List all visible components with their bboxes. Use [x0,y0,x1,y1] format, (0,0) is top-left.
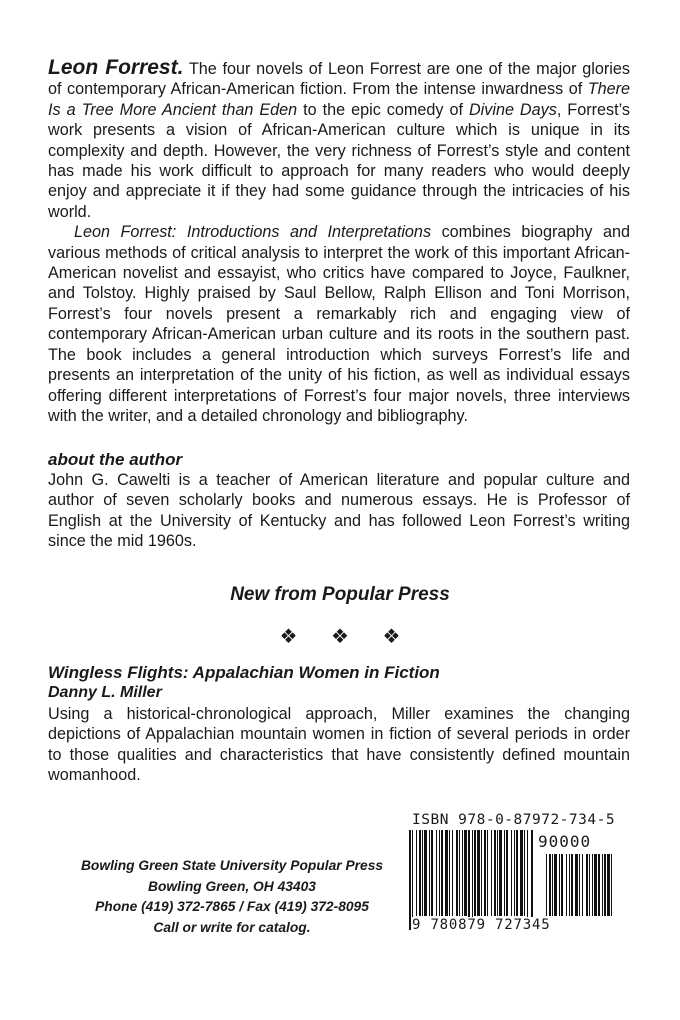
barcode-bar [436,830,437,916]
ornament-icon: ❖ [331,626,349,648]
lead-author-name: Leon Forrest. [48,56,184,79]
barcode-bar [472,830,473,930]
barcode-bar [549,854,551,916]
barcode-bar [579,854,580,916]
barcode-bar [484,830,486,916]
barcode-bar [412,830,413,930]
about-author-text: John G. Cawelti is a teacher of American literature and popular culture and author of seven scholarly books and numerous essays. He is Professor of English at the University of Kentucky and has followed Leon Forrest’s writing since the mid 1960s. [48,471,630,551]
barcode-bar [499,830,502,916]
barcode-bar [474,830,476,916]
about-author-heading: about the author [48,450,183,469]
barcode-bar [422,830,423,916]
ornament-icon: ❖ [279,626,298,648]
isbn-label: ISBN 978-0-87972-734-5 [412,812,616,828]
description-paragraph-2: Leon Forrest: Introductions and Interpretations combines biography and various methods of critical analysis to interpret the work of this important African-American novelist and essayist, who critics have compared to Joyce, Faulkner, and Tolstoy. Highly praised by Saul Bellow, Ralph Ellison and Toni Morrison, Forrest’s four novels present a remarkably rich and engaging view of contemporary African-American urban culture and its roots in the southern past. The book includes a general introduction which surveys Forrest’s life and presents an interpretation of the unity of his fiction, as well as individual essays offering different interpretations of Forrest’s four major novels, three interviews with the writer, and a detailed chronology and bibliography. [48,223,630,425]
new-from-heading: New from Popular Press [230,584,450,605]
barcode-bar [419,830,421,916]
barcode-bar [456,830,458,916]
barcode-bar [575,854,578,916]
barcode-bar [514,830,515,916]
barcode-bar [416,830,417,916]
barcode-bar [552,854,553,916]
barcode-bar [409,830,411,930]
barcode-bar [602,854,603,916]
barcode-bar [554,854,557,916]
barcode-bar [604,854,606,916]
featured-book-description: Using a historical-chronological approach, Miller examines the changing depictions of Appalachian mountain women in fiction of several periods in order to those qualities and characteristics that have consistently defined mountain womanhood. [48,705,630,785]
barcode-bar [520,830,523,916]
featured-book-section [48,662,630,786]
barcode-bar [477,830,480,916]
barcode-bar [516,830,518,916]
barcode-bar [452,830,453,916]
barcode-bar [468,830,470,930]
barcode-bar [527,830,528,930]
barcode-bar [445,830,448,916]
price-code: 90000 [538,832,592,851]
barcode-bar [462,830,463,916]
barcode-bar [561,854,563,916]
barcode-bar [569,854,570,916]
barcode-bar [491,830,492,916]
description-section [48,58,630,426]
barcode-digits: 9 780879 727345 [412,917,551,933]
ornament-divider [0,624,680,649]
barcode-bar [571,854,573,916]
barcode-bar [592,854,593,916]
barcode-bar [497,830,498,916]
barcode-bar [598,854,600,916]
barcode-bar [511,830,512,916]
featured-book-author: Danny L. Miller [48,684,162,701]
publisher-name: Bowling Green State University Popular Press [80,858,384,873]
barcode-bar [481,830,482,916]
publisher-phone: Phone (419) 372-7865 / Fax (419) 372-8095 [95,899,369,914]
barcode-bar [494,830,496,916]
barcode-bar [439,830,440,916]
barcode-bar [524,830,525,916]
publisher-info [62,856,402,938]
barcode-bar [449,830,450,916]
barcode-bar [611,854,612,916]
barcode-bar [607,854,610,916]
barcode-bar [441,830,443,916]
barcode-bar [594,854,597,916]
barcode-bar [424,830,427,916]
barcode-bar [546,854,547,916]
barcode-bar [589,854,590,916]
barcode-bar [429,830,430,916]
description-paragraph-1: Leon Forrest. The four novels of Leon Forrest are one of the major glories of contemporary African-American fiction. From the intense inwardness of There Is a Tree More Ancient than Eden to the epic comedy of Divine Days, Forrest’s work presents a vision of African-American culture which is unique in its complexity and depth. However, the very richness of Forrest’s style and content has made his work difficult to approach for many readers who would deeply enjoy and appreciate it if they had some guidance through the intricacies of his world. [48,56,630,221]
barcode-bar [559,854,560,916]
barcode-bar [586,854,588,916]
barcode-bar [506,830,508,916]
barcode-bar [582,854,583,916]
featured-book-title: Wingless Flights: Appalachian Women in Fiction [48,663,440,682]
ornament-icon: ❖ [382,626,401,648]
barcode-bar [566,854,567,916]
barcode-bar [431,830,433,916]
barcode-bar [531,830,533,930]
barcode-bar [504,830,505,916]
barcode-bar [464,830,467,916]
about-author-section [48,450,630,552]
publisher-note: Call or write for catalog. [153,919,311,935]
barcode-bar [487,830,488,916]
publisher-city: Bowling Green, OH 43403 [148,878,316,894]
barcode-bar [459,830,460,916]
